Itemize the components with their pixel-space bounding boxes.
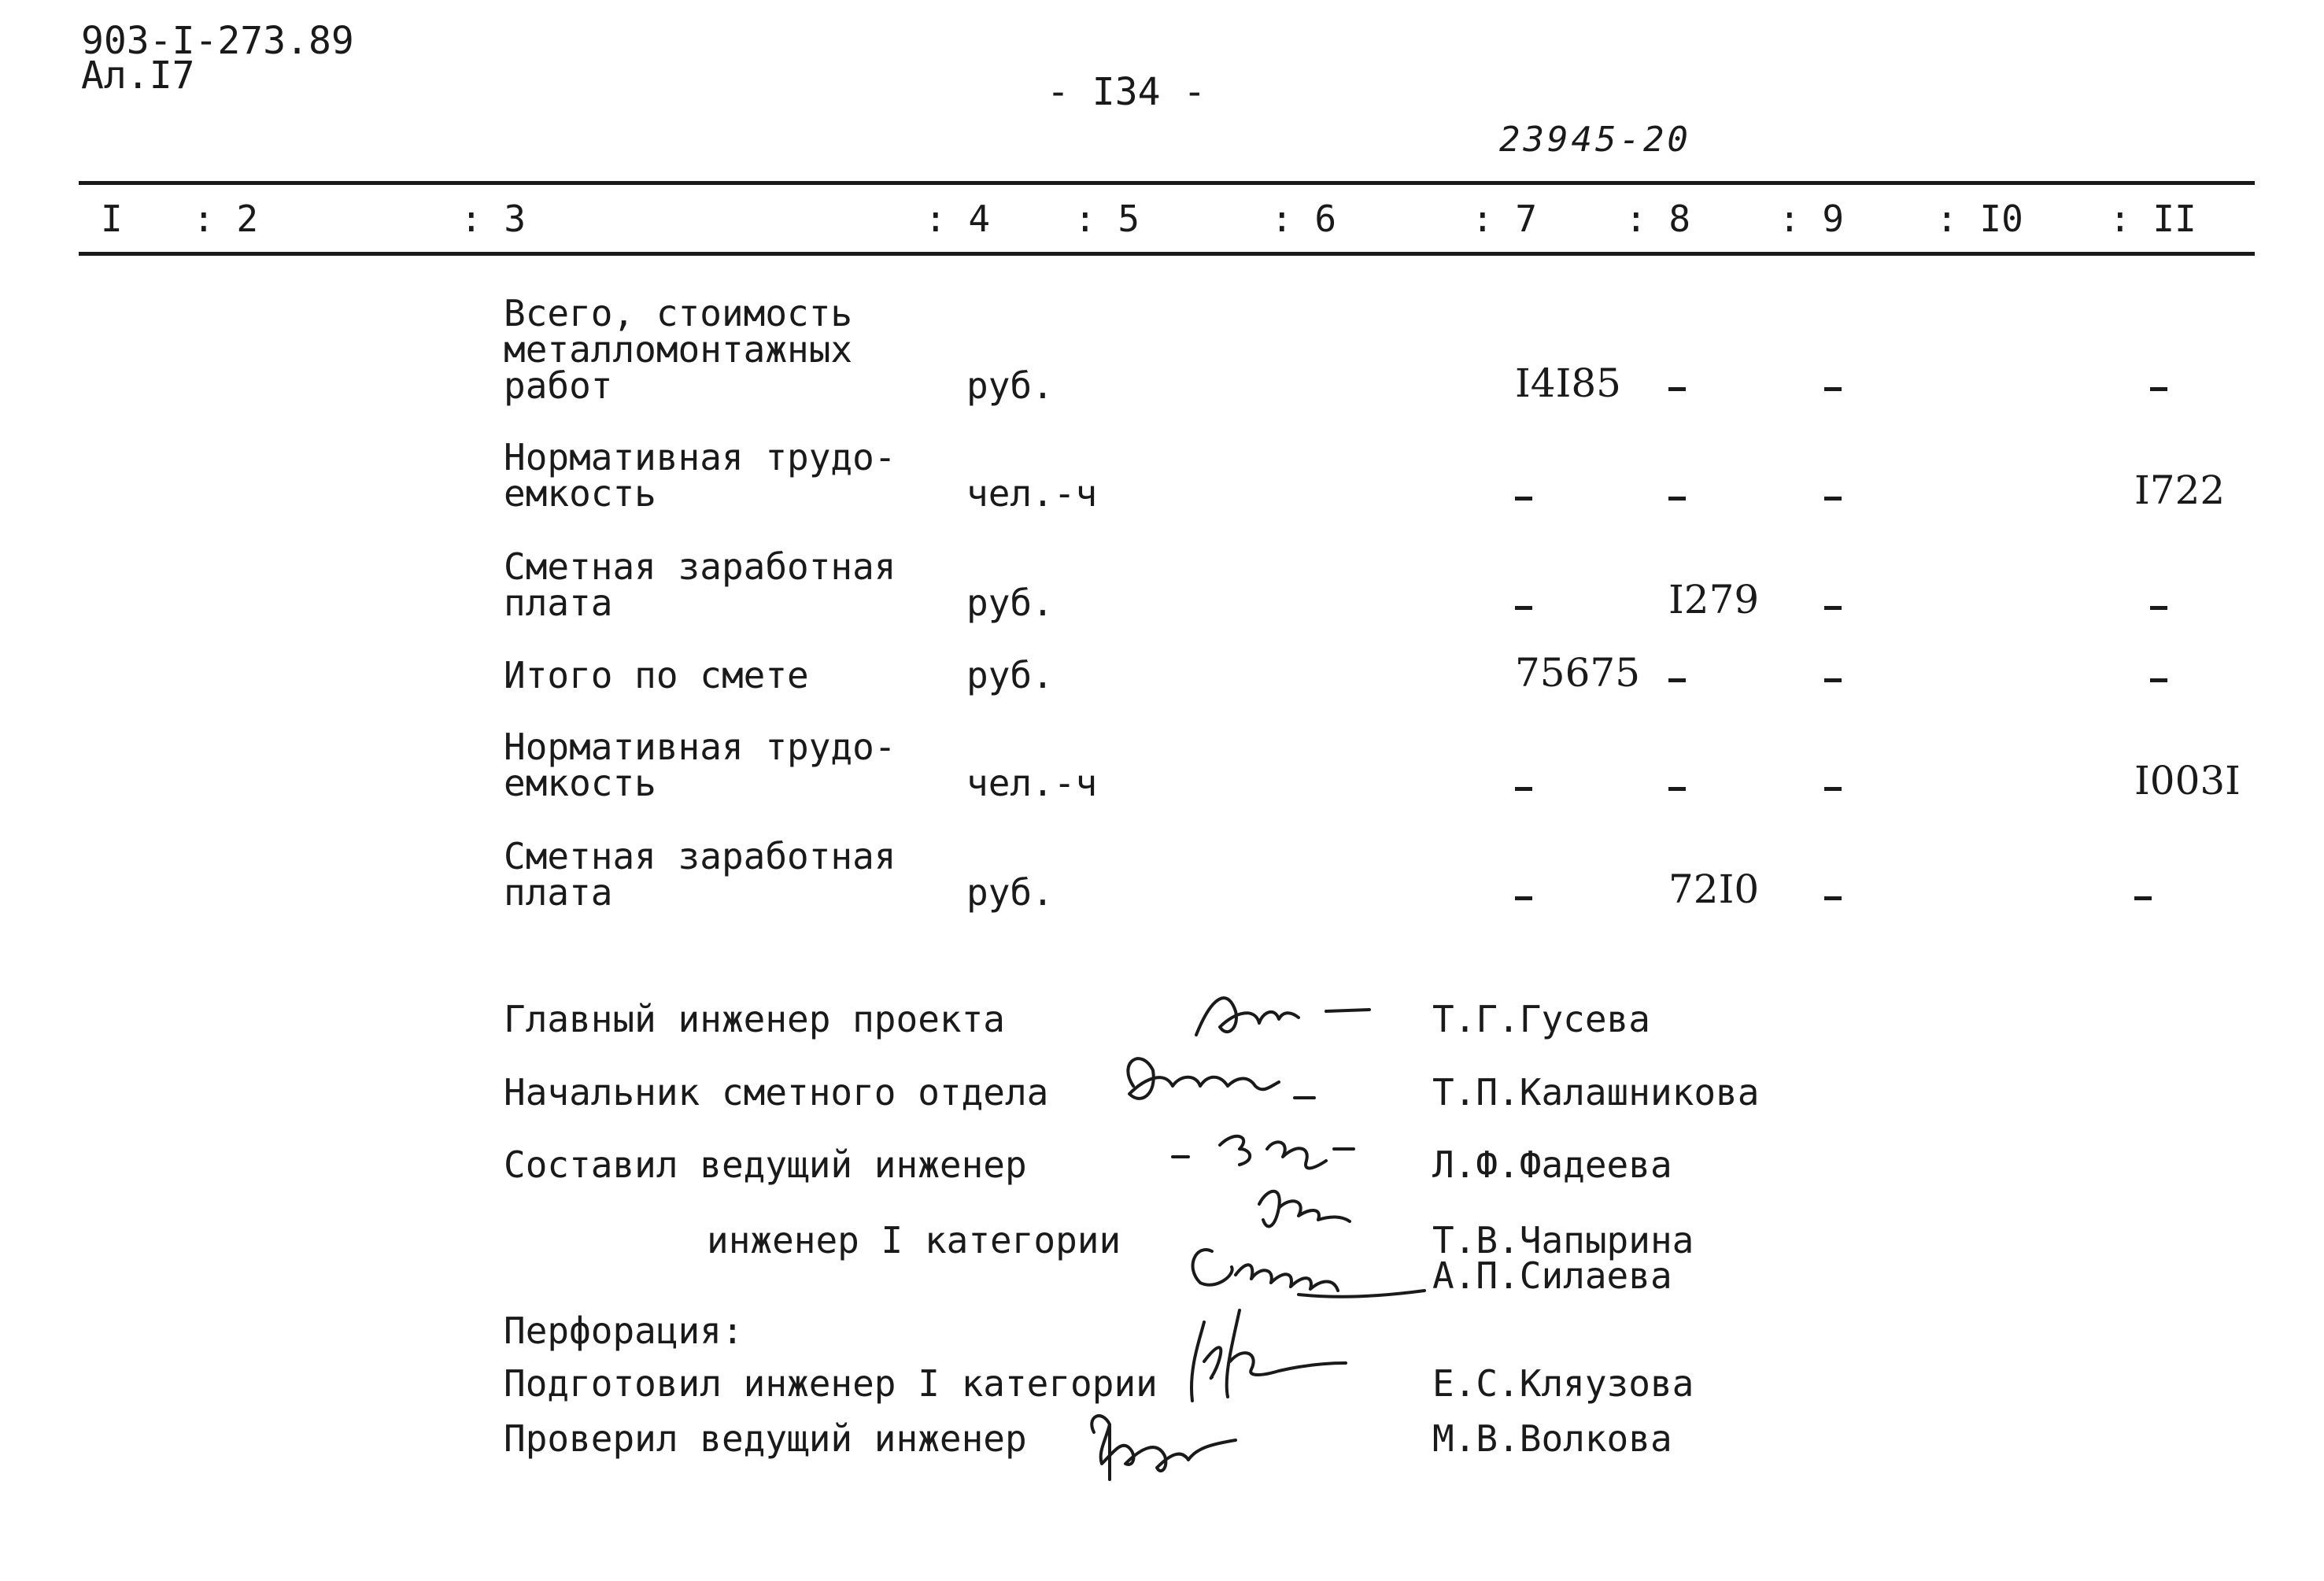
- signatory-3-role: Составил ведущий инженер: [504, 1143, 1027, 1186]
- column-header-10: : I0: [1936, 198, 2023, 240]
- row-6-name: Сметная заработная плата: [504, 835, 896, 914]
- column-header-3: : 3: [460, 198, 527, 240]
- row-5-col9-dash: [1824, 781, 1842, 796]
- column-header-9: : 9: [1779, 198, 1845, 240]
- row-5-name: Нормативная трудо- емкость: [504, 726, 896, 804]
- signature-fadeeva: [1165, 1114, 1369, 1177]
- perforation-1-name: Е.С.Кляузова: [1432, 1362, 1694, 1405]
- header-top-rule: [79, 181, 2255, 185]
- row-1-col7: I4I85: [1515, 360, 1621, 406]
- row-3-name: Сметная заработная плата: [504, 545, 896, 624]
- row-1-col9-dash: [1824, 381, 1842, 396]
- row-1-col8-dash: [1668, 381, 1686, 396]
- perforation-label: Перфорация:: [504, 1309, 744, 1352]
- row-2-col9-dash: [1824, 490, 1842, 505]
- row-5-col11: I003I: [2134, 758, 2241, 803]
- row-4-col11-dash: [2150, 672, 2167, 687]
- column-header-4: : 4: [925, 198, 991, 240]
- signatory-5-name: А.П.Силаева: [1432, 1254, 1672, 1297]
- row-5-col7-dash: [1515, 781, 1532, 796]
- row-4-unit: руб.: [966, 654, 1054, 696]
- row-1-unit: руб.: [966, 364, 1054, 407]
- signature-chapyrina-silaeva: [1180, 1173, 1440, 1314]
- row-6-col7-dash: [1515, 890, 1532, 905]
- signatory-2-role: Начальник сметного отдела: [504, 1071, 1049, 1114]
- perforation-2-name: М.В.Волкова: [1432, 1417, 1672, 1460]
- column-header-5: : 5: [1074, 198, 1140, 240]
- row-3-col8: I279: [1668, 577, 1760, 622]
- row-4-name: Итого по смете: [504, 654, 809, 696]
- perforation-2-role: Проверил ведущий инженер: [504, 1417, 1027, 1460]
- row-2-col8-dash: [1668, 490, 1686, 505]
- signature-kalashnikova: [1110, 1039, 1362, 1125]
- row-6-col8: 72I0: [1668, 866, 1760, 912]
- column-header-11: : II: [2109, 198, 2197, 240]
- row-2-col11: I722: [2134, 467, 2226, 513]
- row-5-unit: чел.-ч: [966, 762, 1098, 804]
- signatory-1-role: Главный инженер проекта: [504, 998, 1005, 1040]
- header-bottom-rule: [79, 252, 2255, 256]
- row-5-col8-dash: [1668, 781, 1686, 796]
- row-2-col7-dash: [1515, 490, 1532, 505]
- document-code: 903-I-273.89: [81, 19, 354, 63]
- row-3-unit: руб.: [966, 582, 1054, 624]
- row-4-col9-dash: [1824, 672, 1842, 687]
- column-header-8: : 8: [1625, 198, 1691, 240]
- row-4-col7: 75675: [1515, 650, 1641, 696]
- signatory-2-name: Т.П.Калашникова: [1432, 1071, 1760, 1114]
- row-4-col8-dash: [1668, 672, 1686, 687]
- signature-volkova: [1078, 1393, 1267, 1487]
- column-header-1: I: [101, 198, 123, 240]
- stamp-number: 23945-20: [1499, 120, 1691, 160]
- sheet-number: Ал.I7: [81, 54, 195, 98]
- row-3-col11-dash: [2150, 600, 2167, 615]
- signatory-4-role: инженер I категории: [707, 1219, 1121, 1261]
- row-6-col9-dash: [1824, 890, 1842, 905]
- row-6-unit: руб.: [966, 871, 1054, 914]
- row-6-col11-dash: [2134, 890, 2152, 905]
- perforation-1-role: Подготовил инженер I категории: [504, 1362, 1158, 1405]
- signatory-3-name: Л.Ф.Фадеева: [1432, 1143, 1672, 1186]
- row-1-col11-dash: [2150, 381, 2167, 396]
- row-2-unit: чел.-ч: [966, 472, 1098, 515]
- row-1-name: Всего, стоимость металломонтажных работ: [504, 292, 853, 407]
- row-2-name: Нормативная трудо- емкость: [504, 436, 896, 515]
- column-header-7: : 7: [1472, 198, 1538, 240]
- column-header-2: : 2: [193, 198, 259, 240]
- signatory-1-name: Т.Г.Гусева: [1432, 998, 1650, 1040]
- row-3-col9-dash: [1824, 600, 1842, 615]
- column-header-6: : 6: [1271, 198, 1337, 240]
- row-3-col7-dash: [1515, 600, 1532, 615]
- page-number: - I34 -: [1047, 70, 1206, 114]
- signatory-4-name: Т.В.Чапырина: [1432, 1219, 1694, 1261]
- signature-klyauzova: [1169, 1298, 1358, 1409]
